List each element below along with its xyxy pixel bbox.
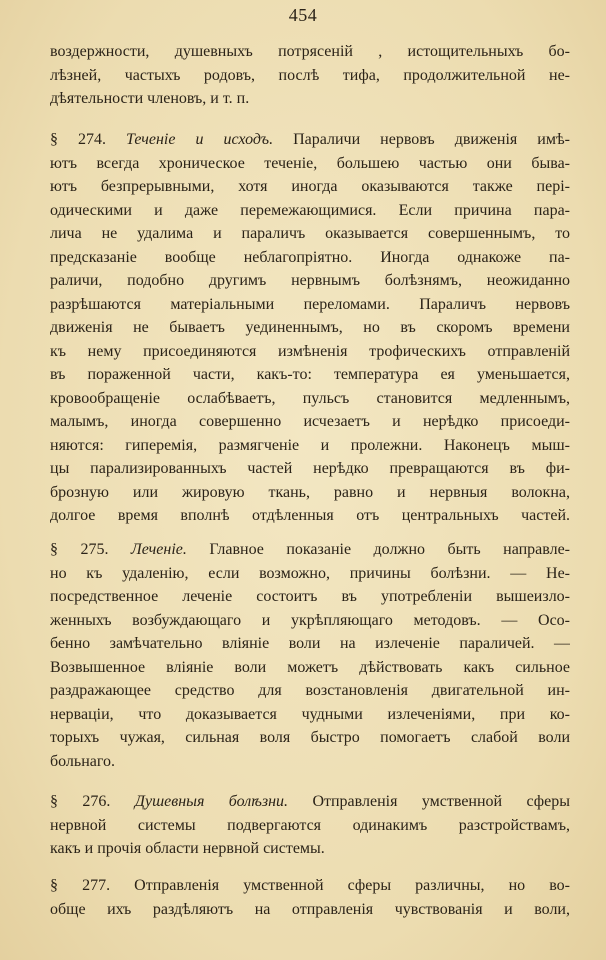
text-line: разрѣшаются матерiальными переломами. Параличъ нервовъ: [50, 295, 570, 313]
paragraph-section-274: [50, 128, 570, 528]
paragraph-continuation: [50, 40, 570, 111]
text-line: цы парализированныхъ частей нерѣдко превращаются въ фи-: [50, 460, 570, 477]
text-line: къ нему присоединяются измѣненiя трофическихъ отправленiй: [50, 342, 570, 360]
text-line: но къ удаленiю, если возможно, причины болѣзни. — Не-: [50, 564, 570, 582]
text-line: кровообращенiе ослабѣваетъ, пульсъ становится медленнымъ,: [50, 389, 570, 407]
text-line: посредственное леченiе состоитъ въ употребленiи вышеизло-: [50, 588, 570, 605]
text-line: § 277. Отправленiя умственной сферы различны, но во-: [50, 877, 570, 894]
text-line: торыхъ чужая, сильная воля быстро помогаетъ слабой воли: [50, 729, 570, 746]
text-line: долгое время вполнѣ отдѣленныя отъ центральныхъ частей.: [50, 507, 570, 524]
paragraph-section-276: [50, 790, 570, 861]
text-line: лѣзней, частыхъ родовъ, послѣ тифа, продолжительной не-: [50, 66, 570, 84]
text-line: § 274. Теченiе и исходъ. Параличи нервовъ движенiя имѣ-: [50, 131, 570, 148]
section-heading-italic: Теченiе и исходъ.: [126, 131, 274, 148]
text-line: обще ихъ раздѣляютъ на отправленiя чувствованiя и воли,: [50, 900, 570, 918]
text-line: нервацiи, что доказывается чудными излеченiями, при ко-: [50, 705, 570, 723]
text-line: § 275. Леченiе. Главное показанiе должно быть направле-: [50, 541, 570, 558]
text-line: больнаго.: [50, 752, 116, 770]
paragraph-section-277: [50, 874, 570, 921]
text-line: воздержности, душевныхъ потрясенiй , истощительныхъ бо-: [50, 43, 570, 60]
text-line: ютъ всегда хроническое теченiе, большею частью они быва-: [50, 154, 570, 172]
text-line: ютъ безпрерывными, хотя иногда оказываются также перi-: [50, 178, 570, 195]
text-line: няются: гиперемiя, размягченiе и пролежни. Наконецъ мыш-: [50, 436, 570, 454]
section-heading-italic: Леченiе.: [130, 541, 187, 558]
text-line: § 276. Душевныя болѣзни. Отправленiя умственной сферы: [50, 793, 570, 810]
text-line: движенiя не бываетъ уединеннымъ, но въ скоромъ времени: [50, 319, 570, 336]
text-line: лича не удалима и параличъ оказывается совершеннымъ, то: [50, 225, 570, 242]
text-line: раздражающее средство для возстановленiя двигательной ин-: [50, 682, 570, 699]
text-line: малымъ, иногда совершенно исчезаетъ и нерѣдко присоеди-: [50, 413, 570, 430]
text-line: какъ и прочiя области нервной системы.: [50, 840, 325, 857]
section-heading-italic: Душевныя болѣзни.: [134, 793, 289, 810]
text-line: брозную или жировую ткань, равно и нервныя волокна,: [50, 483, 570, 501]
text-line: бенно замѣчательно влiянiе воли на излеченiе параличей. —: [50, 635, 570, 652]
text-line: предсказанiе вообще неблагопрiятно. Иногда однакоже па-: [50, 248, 570, 266]
text-line: Возвышенное влiянiе воли можетъ дѣйствовать какъ сильное: [50, 658, 570, 676]
paragraph-section-275: [50, 538, 570, 773]
text-line: въ пораженной части, какъ-то: температура ея уменьшается,: [50, 366, 570, 383]
page-number: 454: [288, 5, 318, 25]
text-line: нервной системы подвергаются одинакимъ разстройствамъ,: [50, 816, 570, 834]
text-line: дѣятельности членовъ, и т. п.: [50, 90, 250, 107]
text-line: одическими и даже перемежающимися. Если причина пара-: [50, 201, 570, 219]
text-line: женныхъ возбуждающаго и укрѣпляющаго методовъ. — Осо-: [50, 611, 570, 629]
text-line: раличи, подобно другимъ нервнымъ болѣзнямъ, неожиданно: [50, 272, 570, 289]
